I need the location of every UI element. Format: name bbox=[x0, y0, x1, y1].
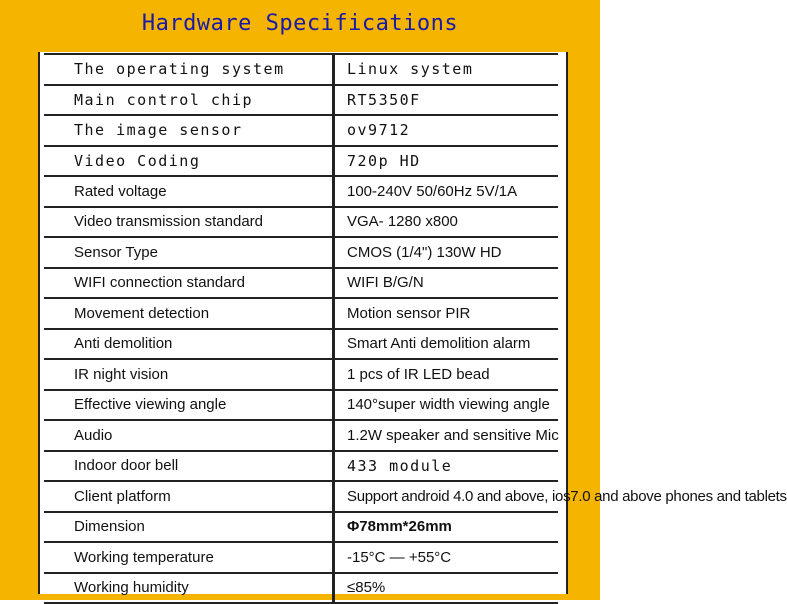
spec-label: Sensor Type bbox=[44, 237, 334, 268]
table-row bbox=[44, 298, 558, 329]
spec-value: 720p HD bbox=[334, 146, 559, 177]
table-row bbox=[44, 573, 558, 604]
spec-label: Working temperature bbox=[44, 542, 334, 573]
spec-value: -15°C — +55°C bbox=[334, 542, 559, 573]
table-row bbox=[44, 146, 558, 177]
spec-value: Linux system bbox=[334, 54, 559, 85]
header-banner bbox=[0, 0, 600, 46]
table-row bbox=[44, 115, 558, 146]
table-row bbox=[44, 268, 558, 299]
spec-label: Anti demolition bbox=[44, 329, 334, 360]
spec-label: Working humidity bbox=[44, 573, 334, 604]
table-row bbox=[44, 207, 558, 238]
table-row bbox=[44, 481, 558, 512]
table-row bbox=[44, 542, 558, 573]
spec-label: Video Coding bbox=[44, 146, 334, 177]
spec-value: Φ78mm*26mm bbox=[334, 512, 559, 543]
spec-label: Movement detection bbox=[44, 298, 334, 329]
table-row bbox=[44, 359, 558, 390]
table-row bbox=[44, 85, 558, 116]
table-row bbox=[44, 54, 558, 85]
spec-value: WIFI B/G/N bbox=[334, 268, 559, 299]
page-title: Hardware Specifications bbox=[141, 10, 459, 36]
spec-label: Client platform bbox=[44, 481, 334, 512]
spec-label: Rated voltage bbox=[44, 176, 334, 207]
spec-value: 433 module bbox=[334, 451, 559, 482]
spec-label: IR night vision bbox=[44, 359, 334, 390]
spec-value: VGA- 1280 x800 bbox=[334, 207, 559, 238]
spec-value: RT5350F bbox=[334, 85, 559, 116]
table-row bbox=[44, 329, 558, 360]
table-row bbox=[44, 451, 558, 482]
spec-label: Audio bbox=[44, 420, 334, 451]
spec-value: ≤85% bbox=[334, 573, 559, 604]
spec-label: Indoor door bell bbox=[44, 451, 334, 482]
spec-label: The image sensor bbox=[44, 115, 334, 146]
table-row bbox=[44, 420, 558, 451]
table-row bbox=[44, 390, 558, 421]
spec-label: Dimension bbox=[44, 512, 334, 543]
spec-label: Video transmission standard bbox=[44, 207, 334, 238]
spec-table bbox=[44, 53, 787, 604]
spec-value: ov9712 bbox=[334, 115, 559, 146]
spec-label: The operating system bbox=[44, 54, 334, 85]
table-row bbox=[44, 237, 558, 268]
spec-value: 140°super width viewing angle bbox=[334, 390, 559, 421]
spec-label: Main control chip bbox=[44, 85, 334, 116]
spec-value: 1.2W speaker and sensitive Mic bbox=[334, 420, 559, 451]
spec-label: Effective viewing angle bbox=[44, 390, 334, 421]
spec-value: Motion sensor PIR bbox=[334, 298, 559, 329]
spec-label: WIFI connection standard bbox=[44, 268, 334, 299]
spec-value: 1 pcs of IR LED bead bbox=[334, 359, 559, 390]
spec-value: 100-240V 50/60Hz 5V/1A bbox=[334, 176, 559, 207]
table-row bbox=[44, 512, 558, 543]
spec-value: Smart Anti demolition alarm bbox=[334, 329, 559, 360]
spec-value: Support android 4.0 and above, ios7.0 and above phones and tablets bbox=[334, 481, 559, 512]
spec-value: CMOS (1/4") 130W HD bbox=[334, 237, 559, 268]
table-row bbox=[44, 176, 558, 207]
